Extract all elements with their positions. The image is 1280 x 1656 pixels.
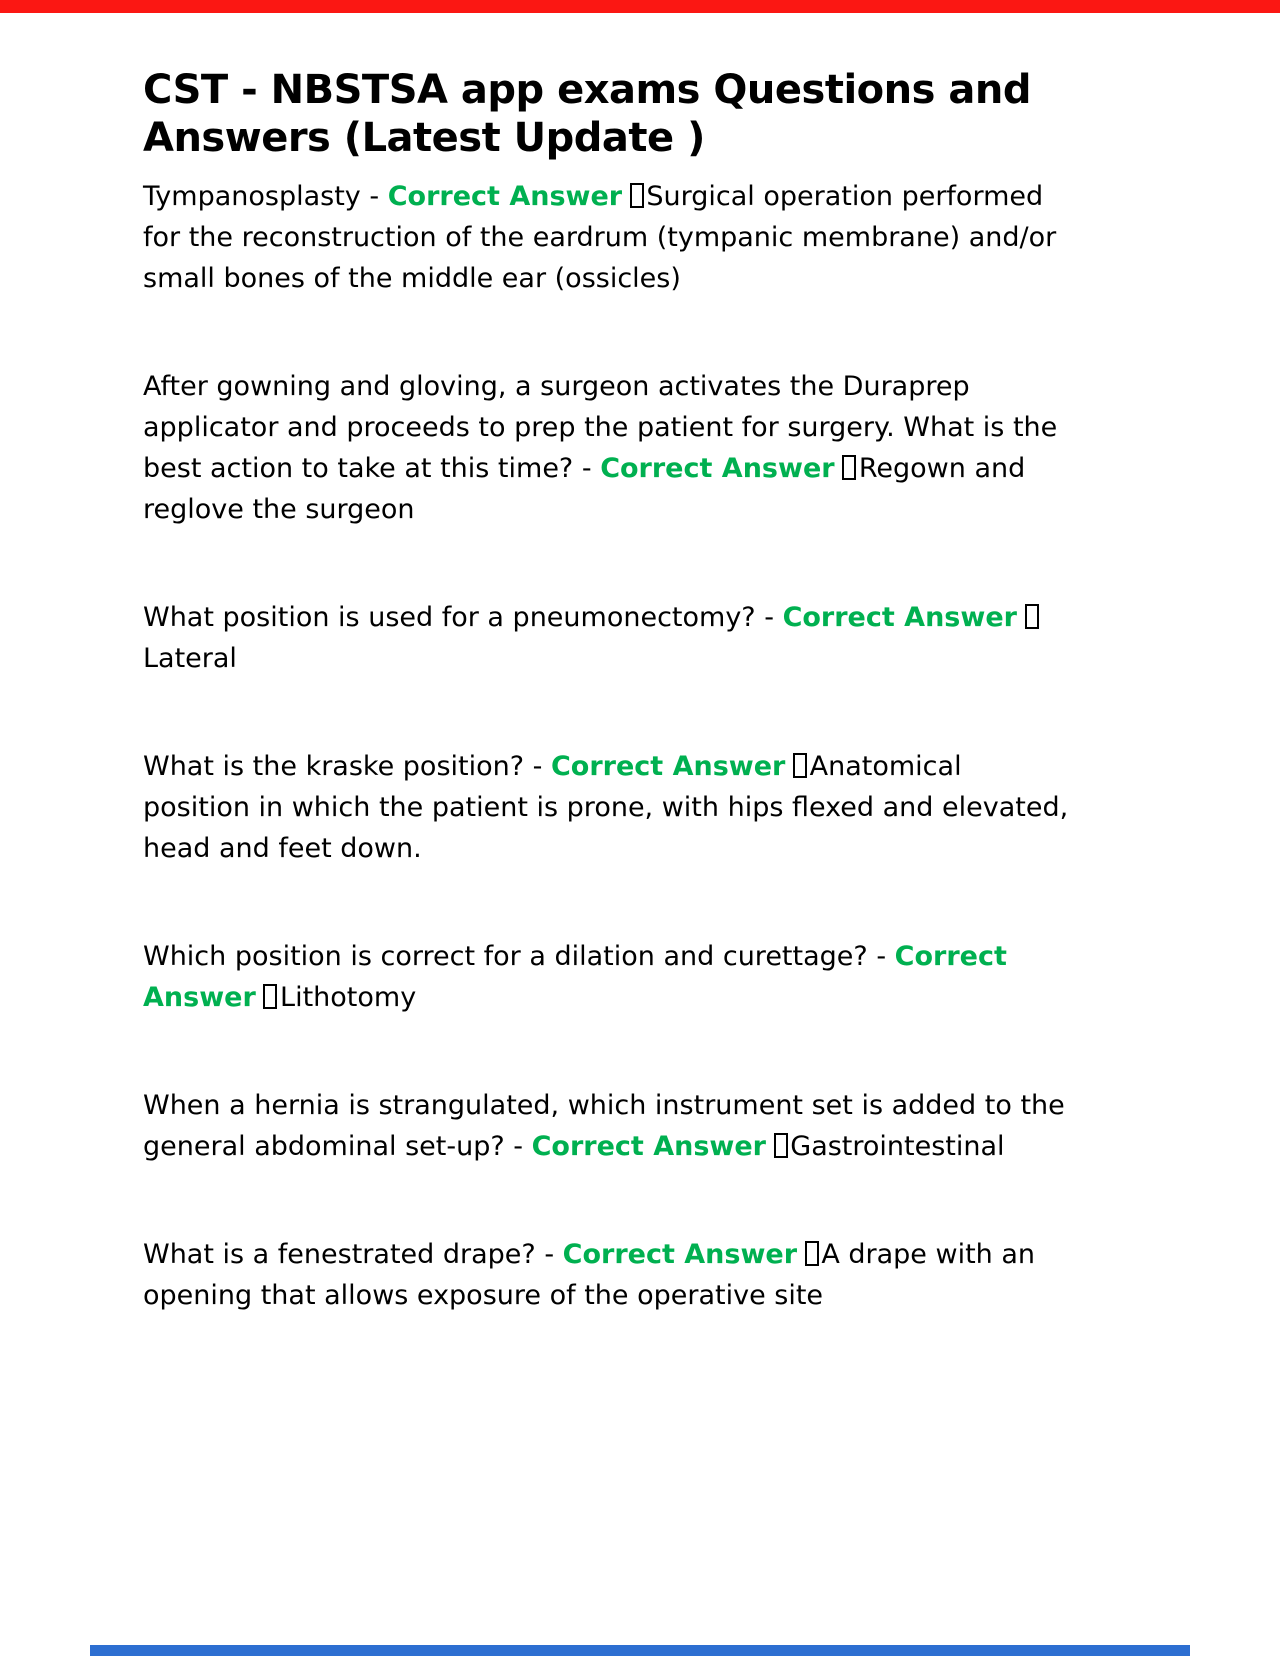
separator: - (573, 453, 601, 484)
separator: - (524, 751, 551, 782)
answer-text: Surgical operation performed for the reconstruction of the eardrum (tympanic membrane) and/or small bones of the middle ear (ossicles) (143, 181, 1057, 294)
missing-glyph-icon (793, 753, 807, 778)
qa-item (143, 176, 1071, 299)
separator: - (755, 602, 783, 633)
correct-answer-label: Correct Answer (600, 453, 835, 484)
qa-item (143, 1085, 1071, 1167)
question-text: What is the kraske position? (143, 751, 525, 782)
question-text: What position is used for a pneumonectomy? (143, 602, 756, 633)
separator: - (867, 941, 895, 972)
missing-glyph-icon (263, 984, 277, 1009)
question-text: Tympanosplasty (143, 181, 361, 212)
top-red-bar (0, 0, 1280, 13)
answer-text: A drape with an opening that allows exposure of the operative site (143, 1239, 1036, 1311)
answer-text: Lateral (143, 643, 237, 674)
missing-glyph-icon (1025, 604, 1039, 629)
correct-answer-label: Correct Answer (531, 1131, 766, 1162)
answer-text: Anatomical position in which the patient is prone, with hips flexed and elevated, head and feet down. (143, 751, 1069, 864)
question-text: What is a fenestrated drape? (143, 1239, 536, 1270)
correct-answer-label: Correct Answer (562, 1239, 798, 1270)
missing-glyph-icon (805, 1241, 819, 1266)
correct-answer-label: Correct Answer (550, 751, 786, 782)
separator: - (504, 1131, 532, 1162)
answer-text: Regown and reglove the surgeon (143, 453, 1026, 525)
missing-glyph-icon (630, 183, 644, 208)
qa-item (143, 936, 1071, 1018)
question-text: When a hernia is strangulated, which instrument set is added to the general abdominal set-up? (143, 1090, 1065, 1162)
answer-text: Gastrointestinal (790, 1131, 1005, 1162)
qa-item (143, 1234, 1071, 1316)
correct-answer-label: Correct Answer (782, 602, 1017, 633)
question-text: Which position is correct for a dilation and curettage? (143, 941, 868, 972)
question-text: After gowning and gloving, a surgeon activates the Duraprep applicator and proceeds to prep the patient for surgery. What is the best action to take at this time? (143, 371, 1058, 484)
qa-item (143, 746, 1071, 869)
correct-answer-label: Correct Answer (387, 181, 623, 212)
qa-item (143, 597, 1071, 679)
page-title: CST - NBSTSA app exams Questions and Answers (Latest Update ) (143, 67, 1031, 161)
separator: - (360, 181, 388, 212)
missing-glyph-icon (774, 1133, 788, 1158)
correct-answer-label: Correct Answer (143, 941, 1007, 1013)
qa-item (143, 366, 1071, 530)
document-page (143, 66, 1071, 1383)
separator: - (535, 1239, 563, 1270)
bottom-blue-bar (90, 1645, 1190, 1656)
missing-glyph-icon (842, 455, 856, 480)
answer-text: Lithotomy (280, 982, 417, 1013)
